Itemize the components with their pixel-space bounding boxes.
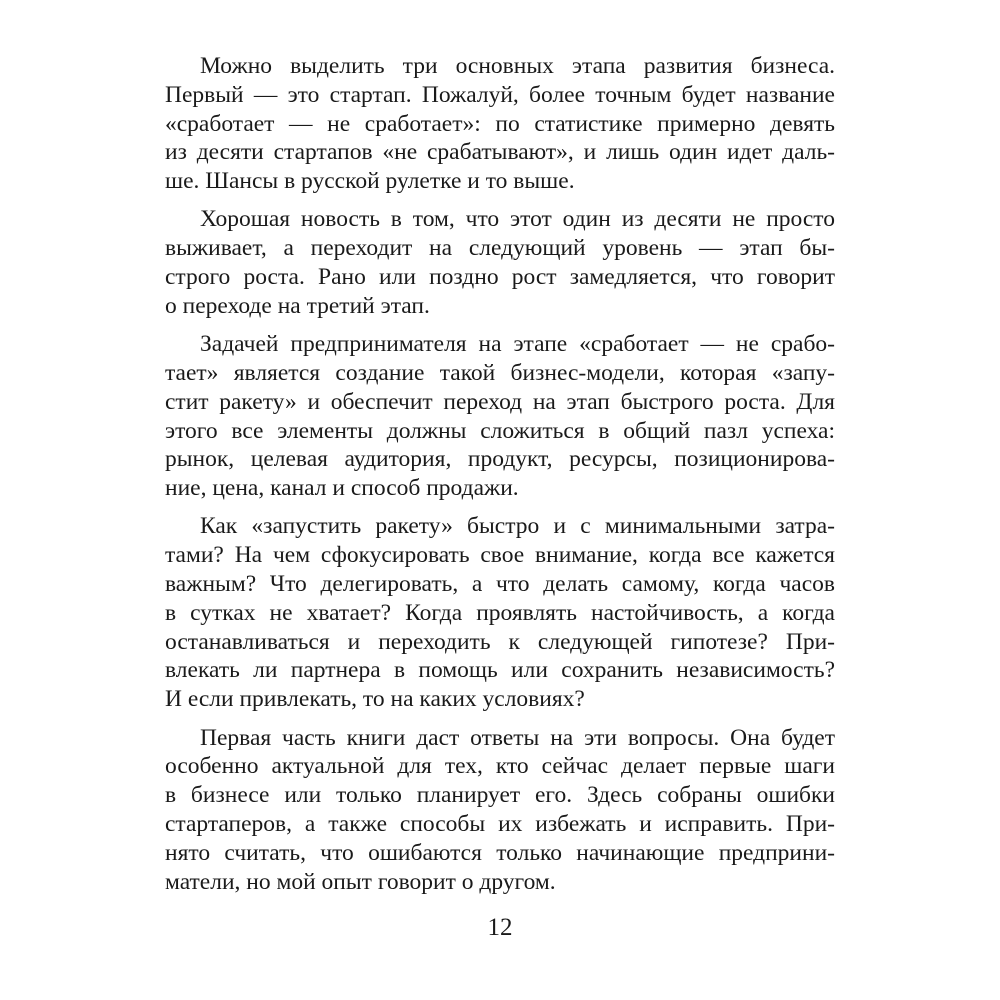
paragraph xyxy=(165,512,835,714)
text-line: стит ракету» и обеспечит переход на этап быстрого роста. Для xyxy=(165,388,835,415)
text-line: строго роста. Рано или поздно рост замедляется, что говорит xyxy=(165,264,835,291)
text-line: важным? Что делегировать, а что делать самому, когда часов xyxy=(165,571,835,598)
book-page-text xyxy=(165,52,835,906)
text-line: матели, но мой опыт говорит о другом. xyxy=(165,868,556,895)
text-line: тами? На чем сфокусировать свое внимание, когда все кажется xyxy=(165,542,835,569)
text-line: в бизнесе или только планирует его. Здесь собраны ошибки xyxy=(165,782,835,809)
text-line: Задачей предпринимателя на этапе «сработает — не срабо- xyxy=(200,331,835,358)
text-line: Хорошая новость в том, что этот один из десяти не просто xyxy=(200,206,835,233)
text-line: в сутках не хватает? Когда проявлять настойчивость, а когда xyxy=(165,599,835,626)
text-line: Первая часть книги даст ответы на эти вопросы. Она будет xyxy=(200,724,835,751)
text-line: Первый — это стартап. Пожалуй, более точным будет название xyxy=(165,81,835,108)
text-line: этого все элементы должны сложиться в общий пазл успеха: xyxy=(165,417,835,444)
text-line: И если привлекать, то на каких условиях? xyxy=(165,686,585,713)
text-line: о переходе на третий этап. xyxy=(165,292,430,319)
text-line: стартаперов, а также способы их избежать и исправить. При- xyxy=(165,810,835,837)
text-line: влекать ли партнера в помощь или сохранить независимость? xyxy=(165,657,835,684)
text-line: «сработает — не сработает»: по статистике примерно девять xyxy=(165,110,835,137)
text-line: особенно актуальной для тех, кто сейчас делает первые шаги xyxy=(165,753,835,780)
text-line: ние, цена, канал и способ продажи. xyxy=(165,475,519,502)
text-line: из десяти стартапов «не срабатывают», и лишь один идет даль- xyxy=(165,139,835,166)
text-line: рынок, целевая аудитория, продукт, ресурсы, позиционирова- xyxy=(165,446,835,473)
page-number: 12 xyxy=(487,914,513,941)
paragraph xyxy=(165,52,835,196)
text-line: Как «запустить ракету» быстро и с минимальными затра- xyxy=(200,513,835,540)
text-line: выживает, а переходит на следующий уровень — этап бы- xyxy=(165,235,835,262)
text-line: нято считать, что ошибаются только начинающие предприни- xyxy=(165,839,835,866)
text-line: останавливаться и переходить к следующей гипотезе? При- xyxy=(165,628,835,655)
text-line: Можно выделить три основных этапа развития бизнеса. xyxy=(200,53,835,79)
paragraph xyxy=(165,724,835,897)
text-line: тает» является создание такой бизнес-модели, которая «запу- xyxy=(165,359,835,386)
text-line: ше. Шансы в русской рулетке и то выше. xyxy=(165,168,575,195)
paragraph xyxy=(165,205,835,320)
paragraph xyxy=(165,330,835,503)
